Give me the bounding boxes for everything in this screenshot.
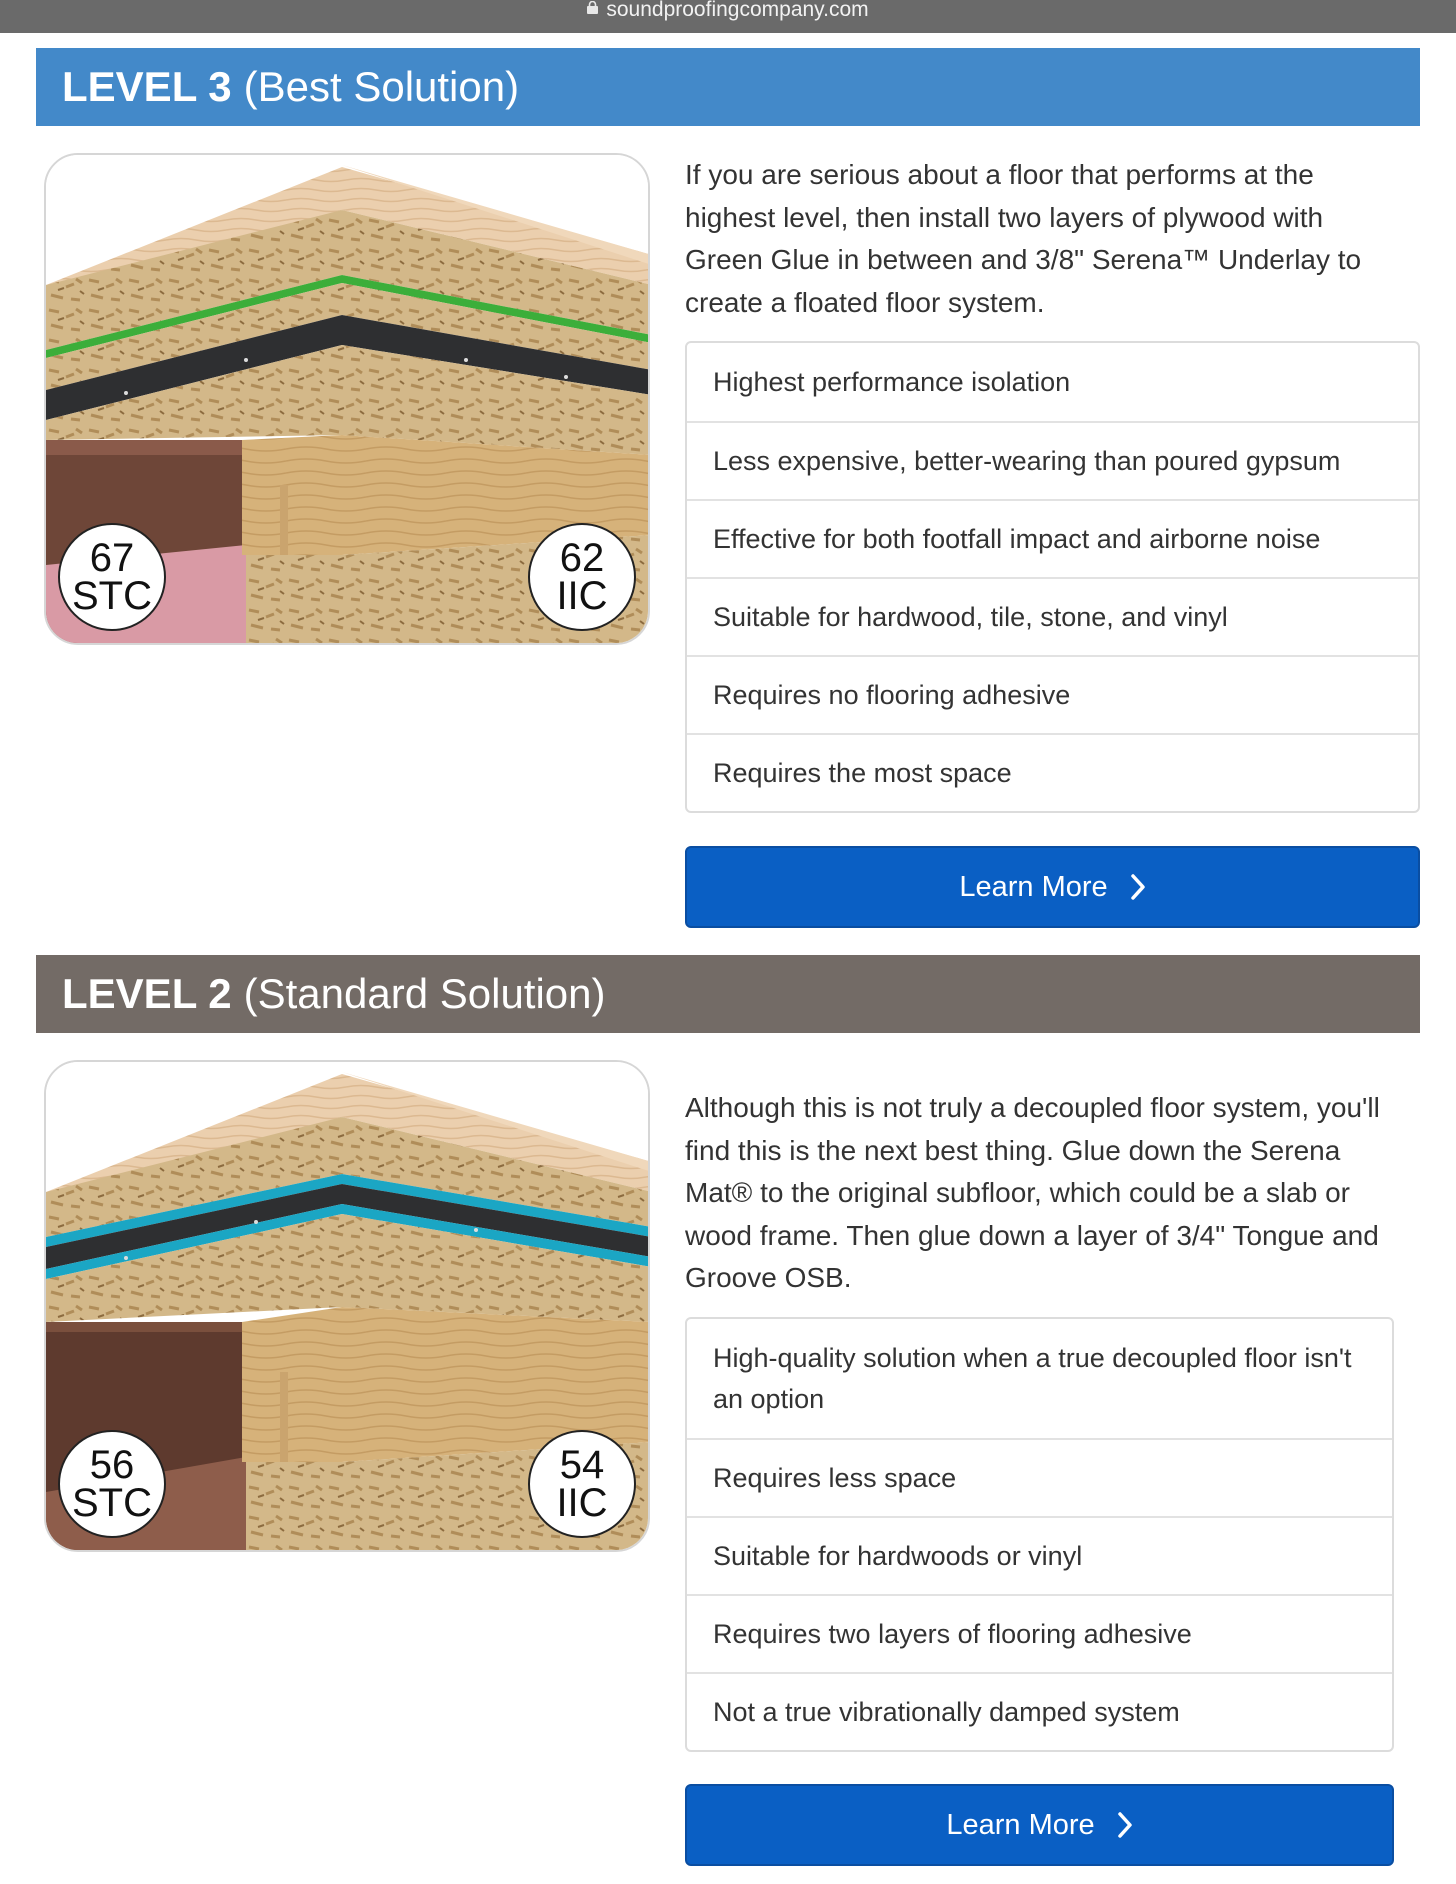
- level3-feature-list: [685, 341, 1420, 813]
- feature-item: Requires no flooring adhesive: [687, 655, 1418, 733]
- chevron-right-icon: [1130, 873, 1146, 901]
- feature-item: Effective for both footfall impact and airborne noise: [687, 499, 1418, 577]
- stc-label: STC: [72, 574, 152, 618]
- iic-label: IIC: [556, 574, 608, 618]
- iic-rating-badge: [528, 1430, 636, 1538]
- browser-url-bar[interactable]: [0, 0, 1456, 33]
- feature-item: Highest performance isolation: [713, 366, 1071, 397]
- iic-rating-badge: [528, 523, 636, 631]
- learn-more-label: Learn More: [946, 1808, 1095, 1841]
- stc-rating-badge: [58, 1430, 166, 1538]
- feature-item: Requires two layers of flooring adhesive: [687, 1594, 1392, 1672]
- level3-description: If you are serious about a floor that performs at the highest level, then install two layers of plywood with Green Glue in between and 3/8" Serena™ Underlay to create a floated floor system.: [685, 159, 1362, 318]
- feature-item: Less expensive, better-wearing than poured gypsum: [687, 421, 1418, 499]
- feature-item: Suitable for hardwood, tile, stone, and vinyl: [687, 577, 1418, 655]
- level2-banner: [36, 955, 1420, 1033]
- stc-value: 67: [89, 536, 135, 580]
- stc-label: STC: [72, 1481, 152, 1525]
- level2-level-title: LEVEL 2: [62, 970, 232, 1017]
- level3-banner: [36, 48, 1420, 126]
- url-text: soundproofingcompany.com: [606, 0, 869, 21]
- lock-icon: [587, 1, 598, 14]
- feature-item: High-quality solution when a true decoupled floor isn't an option: [713, 1342, 1352, 1414]
- level3-level-title: LEVEL 3: [62, 63, 232, 110]
- iic-value: 62: [559, 536, 605, 580]
- learn-more-label: Learn More: [959, 870, 1108, 903]
- chevron-right-icon: [1117, 1811, 1133, 1839]
- level2-description: Although this is not truly a decoupled floor system, you'll find this is the next best thing. Glue down the Serena Mat® to the original subfloor, which could be a slab or wood frame. Then glue down a layer of 3/4" Tongue and Groove OSB.: [685, 1092, 1380, 1293]
- level3-floor-illustration: [44, 153, 650, 645]
- stc-rating-badge: [58, 523, 166, 631]
- feature-item: Requires the most space: [687, 733, 1418, 811]
- level2-learn-more-button[interactable]: [685, 1784, 1394, 1866]
- level2-floor-illustration: [44, 1060, 650, 1552]
- feature-item: Not a true vibrationally damped system: [687, 1672, 1392, 1750]
- feature-item: Suitable for hardwoods or vinyl: [687, 1516, 1392, 1594]
- level2-level-subtitle: (Standard Solution): [243, 970, 606, 1017]
- iic-value: 54: [559, 1443, 605, 1487]
- stc-value: 56: [89, 1443, 135, 1487]
- feature-item: Requires less space: [687, 1438, 1392, 1516]
- iic-label: IIC: [556, 1481, 608, 1525]
- level3-level-subtitle: (Best Solution): [243, 63, 520, 110]
- level2-feature-list: [685, 1317, 1394, 1752]
- level3-learn-more-button[interactable]: [685, 846, 1420, 928]
